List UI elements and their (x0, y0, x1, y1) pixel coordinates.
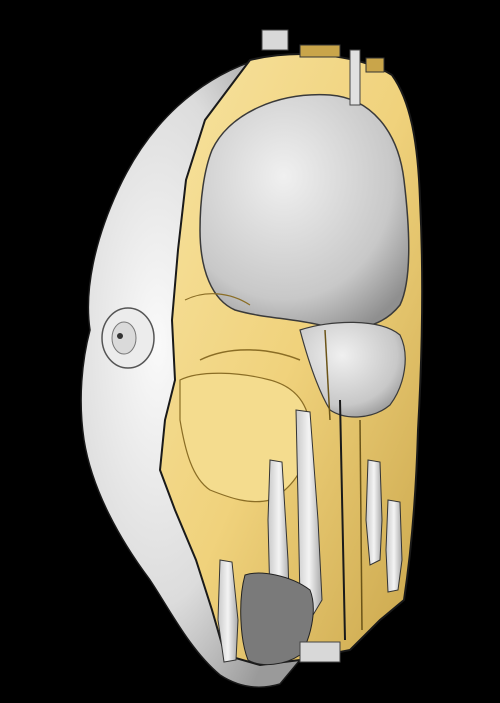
top-pin (262, 30, 288, 50)
tooth (366, 460, 382, 565)
top-pin (350, 50, 360, 105)
tooth (386, 500, 402, 592)
brain (200, 95, 409, 329)
bottom-stand (300, 642, 340, 662)
